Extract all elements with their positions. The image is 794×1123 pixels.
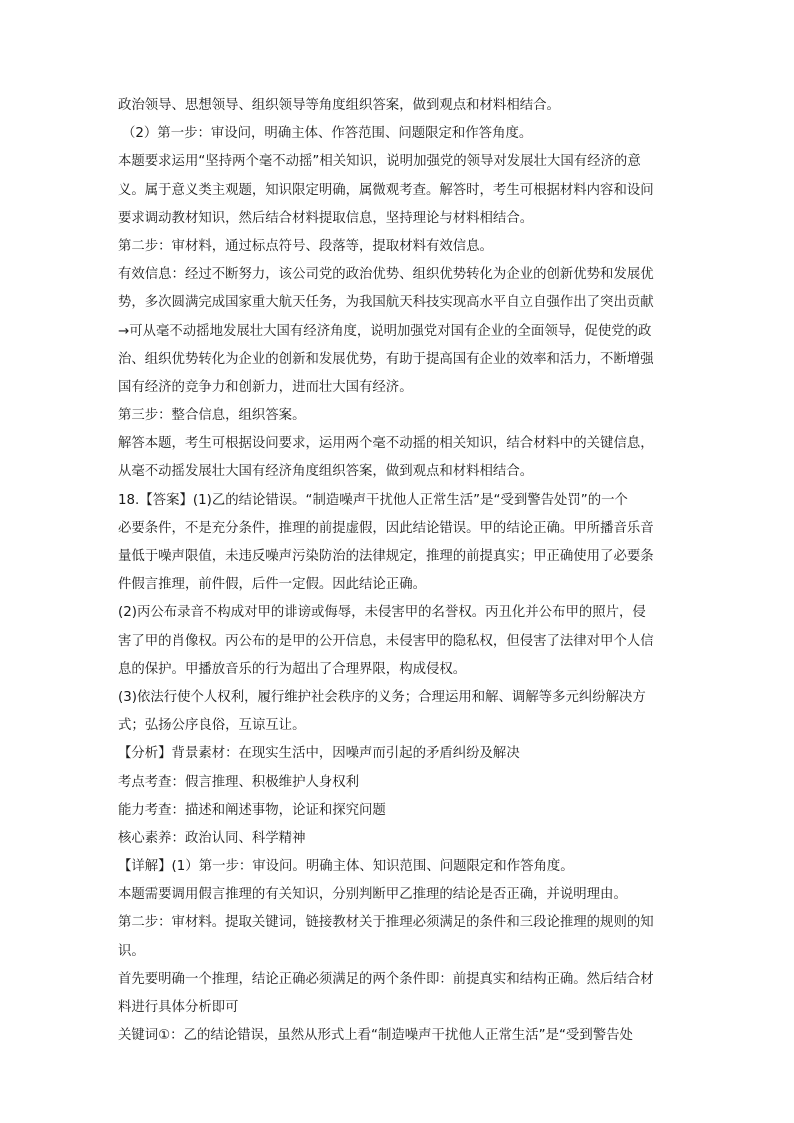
text-line: 【分析】背景素材：在现实生活中，因噪声而引起的矛盾纠纷及解决 bbox=[118, 746, 520, 762]
text-line: (2)丙公布录音不构成对甲的诽谤或侮辱，未侵害甲的名誉权。丙丑化并公布甲的照片，侵 bbox=[118, 605, 646, 621]
text-line: 料进行具体分析即可 bbox=[118, 1000, 239, 1015]
text-line: 义。属于意义类主观题，知识限定明确，属微观考查。解答时，考生可根据材料内容和设问 bbox=[118, 182, 654, 198]
text-line: 息的保护。甲播放音乐的行为超出了合理界限，构成侵权。 bbox=[118, 661, 467, 677]
text-line: 必要条件，不是充分条件，推理的前提虚假，因此结论错误。甲的结论正确。甲所播音乐音 bbox=[118, 520, 654, 536]
document-body bbox=[118, 92, 680, 1050]
text-line: 第三步：整合信息，组织答案。 bbox=[118, 408, 306, 424]
text-line: 势，多次圆满完成国家重大航天任务，为我国航天科技实现高水平自立自强作出了突出贡献 bbox=[118, 295, 654, 311]
text-line: （2）第一步：审设问，明确主体、作答范围、问题限定和作答角度。 bbox=[122, 126, 533, 142]
text-line: 本题要求运用“坚持两个毫不动摇”相关知识，说明加强党的领导对发展壮大国有经济的意 bbox=[118, 154, 641, 170]
text-line: 首先要明确一个推理，结论正确必须满足的两个条件即：前提真实和结构正确。然后结合材 bbox=[118, 971, 654, 987]
text-line: 国有经济的竞争力和创新力，进而壮大国有经济。 bbox=[118, 379, 413, 395]
text-line: 治、组织优势转化为企业的创新和发展优势，有助于提高国有企业的效率和活力，不断增强 bbox=[118, 351, 654, 367]
text-line: 本题需要调用假言推理的有关知识，分别判断甲乙推理的结论是否正确，并说明理由。 bbox=[118, 887, 627, 903]
text-line: →可从毫不动摇地发展壮大国有经济角度，说明加强党对国有企业的全面领导，促使党的政 bbox=[118, 323, 652, 339]
text-line: 第二步：审材料。提取关键词，链接教材关于推理必须满足的条件和三段论推理的规则的知 bbox=[118, 915, 654, 931]
text-line: 量低于噪声限值，未违反噪声污染防治的法律规定，推理的前提真实；甲正确使用了必要条 bbox=[118, 549, 654, 564]
text-line: 害了甲的肖像权。丙公布的是甲的公开信息，未侵害甲的隐私权，但侵害了法律对甲个人信 bbox=[118, 633, 654, 649]
text-line: 核心素养：政治认同、科学精神 bbox=[118, 830, 306, 846]
text-line: 式；弘扬公序良俗，互谅互让。 bbox=[118, 718, 306, 734]
text-line: 第二步：审材料，通过标点符号、段落等，提取材料有效信息。 bbox=[118, 238, 493, 254]
text-line: 关键词①：乙的结论错误，虽然从形式上看“制造噪声干扰他人正常生活”是“受到警告处 bbox=[118, 1028, 633, 1044]
text-line: 从毫不动摇发展壮大国有经济角度组织答案，做到观点和材料相结合。 bbox=[118, 464, 534, 480]
text-line: 18.【答案】(1)乙的结论错误。“制造噪声干扰他人正常生活”是“受到警告处罚”的一个 bbox=[118, 492, 628, 508]
text-line: 政治领导、思想领导、组织领导等角度组织答案，做到观点和材料相结合。 bbox=[118, 98, 560, 113]
text-line: 解答本题，考生可根据设问要求，运用两个毫不动摇的相关知识，结合材料中的关键信息， bbox=[118, 436, 654, 452]
text-line: 能力考查：描述和阐述事物，论证和探究问题 bbox=[118, 802, 386, 818]
text-line: 件假言推理，前件假，后件一定假。因此结论正确。 bbox=[118, 577, 426, 593]
text-line: (3)依法行使个人权利，履行维护社会秩序的义务；合理运用和解、调解等多元纠纷解决方 bbox=[118, 689, 646, 705]
text-line: 【详解】(1）第一步：审设问。明确主体、知识范围、问题限定和作答角度。 bbox=[118, 859, 574, 875]
text-line: 有效信息：经过不断努力，该公司党的政治优势、组织优势转化为企业的创新优势和发展优 bbox=[118, 267, 654, 283]
text-line: 要求调动教材知识，然后结合材料提取信息，坚持理论与材料相结合。 bbox=[118, 210, 534, 226]
text-line: 考点考查：假言推理、积极维护人身权利 bbox=[118, 774, 360, 790]
text-line: 识。 bbox=[118, 943, 145, 959]
